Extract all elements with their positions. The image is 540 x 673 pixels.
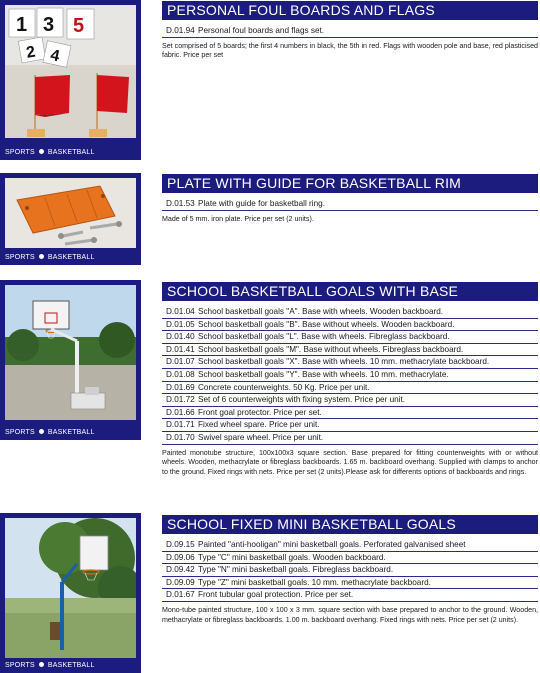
board-number: 3 — [43, 14, 55, 36]
board-number: 2 — [25, 43, 37, 62]
product-description: School basketball goals "A". Base with wheels. Wooden backboard. — [198, 307, 444, 316]
product-code: D.01.53 — [166, 199, 195, 208]
bullet-icon — [39, 429, 44, 434]
product-code: D.01.70 — [166, 432, 195, 442]
category-basketball: BASKETBALL — [47, 429, 95, 436]
product-description: Set of 6 counterweights with fixing system. Price per unit. — [198, 395, 406, 405]
product-description: Type "N" mini basketball goals. Fibreglass backboard. — [198, 565, 394, 575]
mini-goals-photo — [5, 518, 136, 658]
section-content — [162, 282, 538, 477]
section-title: SCHOOL BASKETBALL GOALS WITH BASE — [162, 282, 538, 301]
product-code: D.01.67 — [166, 590, 195, 600]
product-row — [162, 589, 538, 602]
product-description: Painted "anti-hooligan" mini basketball goals. Perforated galvanised sheet — [198, 540, 466, 549]
category-sports: SPORTS — [5, 254, 35, 261]
product-row — [162, 344, 538, 357]
board-number: 1 — [16, 14, 28, 36]
section-description: Painted monotube structure, 100x100x3 square section. Base prepared for fitting counterweights with or without wheels. Wooden, methacrylate or fibreglass backboards. 1.65 m. backboard overhang. Supplied with clamps to anchor to the ground. Fixed rings with nets. Price per set (2 units).Please ask for differents options of backboards and rings. — [162, 448, 538, 476]
section-title: PLATE WITH GUIDE FOR BASKETBALL RIM — [162, 174, 538, 193]
product-code: D.01.94 — [166, 26, 195, 35]
product-row — [162, 432, 538, 445]
board-number: 4 — [48, 46, 62, 66]
bullet-icon — [39, 254, 44, 259]
product-description: School basketball goals "B". Base without wheels. Wooden backboard. — [198, 319, 455, 329]
category-basketball: BASKETBALL — [47, 254, 95, 261]
section-content — [162, 515, 538, 625]
product-row — [162, 382, 538, 395]
product-description: Concrete counterweights. 50 Kg. Price per unit. — [198, 382, 370, 392]
school-goals-photo — [5, 285, 136, 420]
plate-photo — [5, 178, 136, 248]
product-description: Fixed wheel spare. Price per unit. — [198, 420, 320, 430]
product-code: D.01.71 — [166, 420, 195, 430]
category-basketball: BASKETBALL — [47, 662, 95, 669]
product-row — [162, 394, 538, 407]
product-code: D.01.07 — [166, 357, 195, 367]
product-photo-panel — [0, 513, 141, 673]
product-description: School basketball goals "X". Base with wheels. 10 mm. methacrylate backboard. — [198, 357, 490, 367]
product-description: Type "C" mini basketball goals. Wooden backboard. — [198, 552, 386, 562]
section-description: Set comprised of 5 boards; the first 4 numbers in black, the 5th in red. Flags with wooden pole and base, red plasticised fabric. Price per set — [162, 41, 538, 60]
product-description: Front goal protector. Price per set. — [198, 407, 322, 417]
product-code: D.01.05 — [166, 319, 195, 329]
section-title: PERSONAL FOUL BOARDS AND FLAGS — [162, 1, 538, 20]
product-row — [162, 564, 538, 577]
product-row — [162, 319, 538, 332]
product-code: D.01.66 — [166, 407, 195, 417]
product-row — [162, 419, 538, 432]
product-description: Personal foul boards and flags set. — [198, 26, 325, 35]
foul-boards-photo — [5, 5, 136, 138]
product-description: School basketball goals "M". Base without wheels. Fibreglass backboard. — [198, 344, 464, 354]
product-description: Plate with guide for basketball ring. — [198, 199, 325, 208]
product-row — [162, 407, 538, 420]
bullet-icon — [39, 662, 44, 667]
product-row — [162, 356, 538, 369]
section-description: Mono-tube painted structure, 100 x 100 x 3 mm. square section with base prepared to anchor to the ground. Wooden, methacrylate or fibreglass backboards. 1.00 m. backboard overhang. Fixed rings with nets. Price per set (2 units). — [162, 605, 538, 624]
product-description: Front tubular goal protection. Price per set. — [198, 590, 354, 600]
category-sports: SPORTS — [5, 429, 35, 436]
section-title: SCHOOL FIXED MINI BASKETBALL GOALS — [162, 515, 538, 534]
product-code: D.01.08 — [166, 369, 195, 379]
section-content — [162, 174, 538, 224]
product-row — [162, 552, 538, 565]
product-row — [162, 539, 538, 552]
section-description: Made of 5 mm. iron plate. Price per set (2 units). — [162, 214, 314, 223]
product-code: D.01.41 — [166, 344, 195, 354]
category-tag — [5, 662, 95, 669]
product-description: School basketball goals "Y". Base with wheels. 10 mm. methacrylate. — [198, 369, 449, 379]
product-list — [162, 539, 538, 602]
product-row — [162, 25, 538, 38]
category-basketball: BASKETBALL — [47, 149, 95, 156]
category-sports: SPORTS — [5, 662, 35, 669]
product-row — [162, 369, 538, 382]
product-photo-panel — [0, 173, 141, 265]
product-list — [162, 306, 538, 445]
product-photo-panel — [0, 0, 141, 160]
product-row — [162, 306, 538, 319]
category-sports: SPORTS — [5, 149, 35, 156]
product-code: D.01.69 — [166, 382, 195, 392]
section-content — [162, 1, 538, 61]
product-photo-panel — [0, 280, 141, 440]
bullet-icon — [39, 149, 44, 154]
board-number: 5 — [73, 15, 85, 37]
product-code: D.09.15 — [166, 540, 195, 549]
product-code: D.01.04 — [166, 307, 195, 316]
product-description: Swivel spare wheel. Price per unit. — [198, 432, 324, 442]
product-code: D.01.72 — [166, 395, 195, 405]
product-code: D.09.42 — [166, 565, 195, 575]
product-code: D.01.40 — [166, 332, 195, 342]
product-row — [162, 577, 538, 590]
product-row — [162, 198, 538, 211]
category-tag — [5, 149, 95, 156]
product-row — [162, 331, 538, 344]
product-code: D.09.09 — [166, 577, 195, 587]
product-code: D.09.06 — [166, 552, 195, 562]
product-description: Type "Z" mini basketball goals. 10 mm. methacrylate backboard. — [198, 577, 431, 587]
category-tag — [5, 254, 95, 261]
category-tag — [5, 429, 95, 436]
product-description: School basketball goals "L". Base with wheels. Fibreglass backboard. — [198, 332, 450, 342]
